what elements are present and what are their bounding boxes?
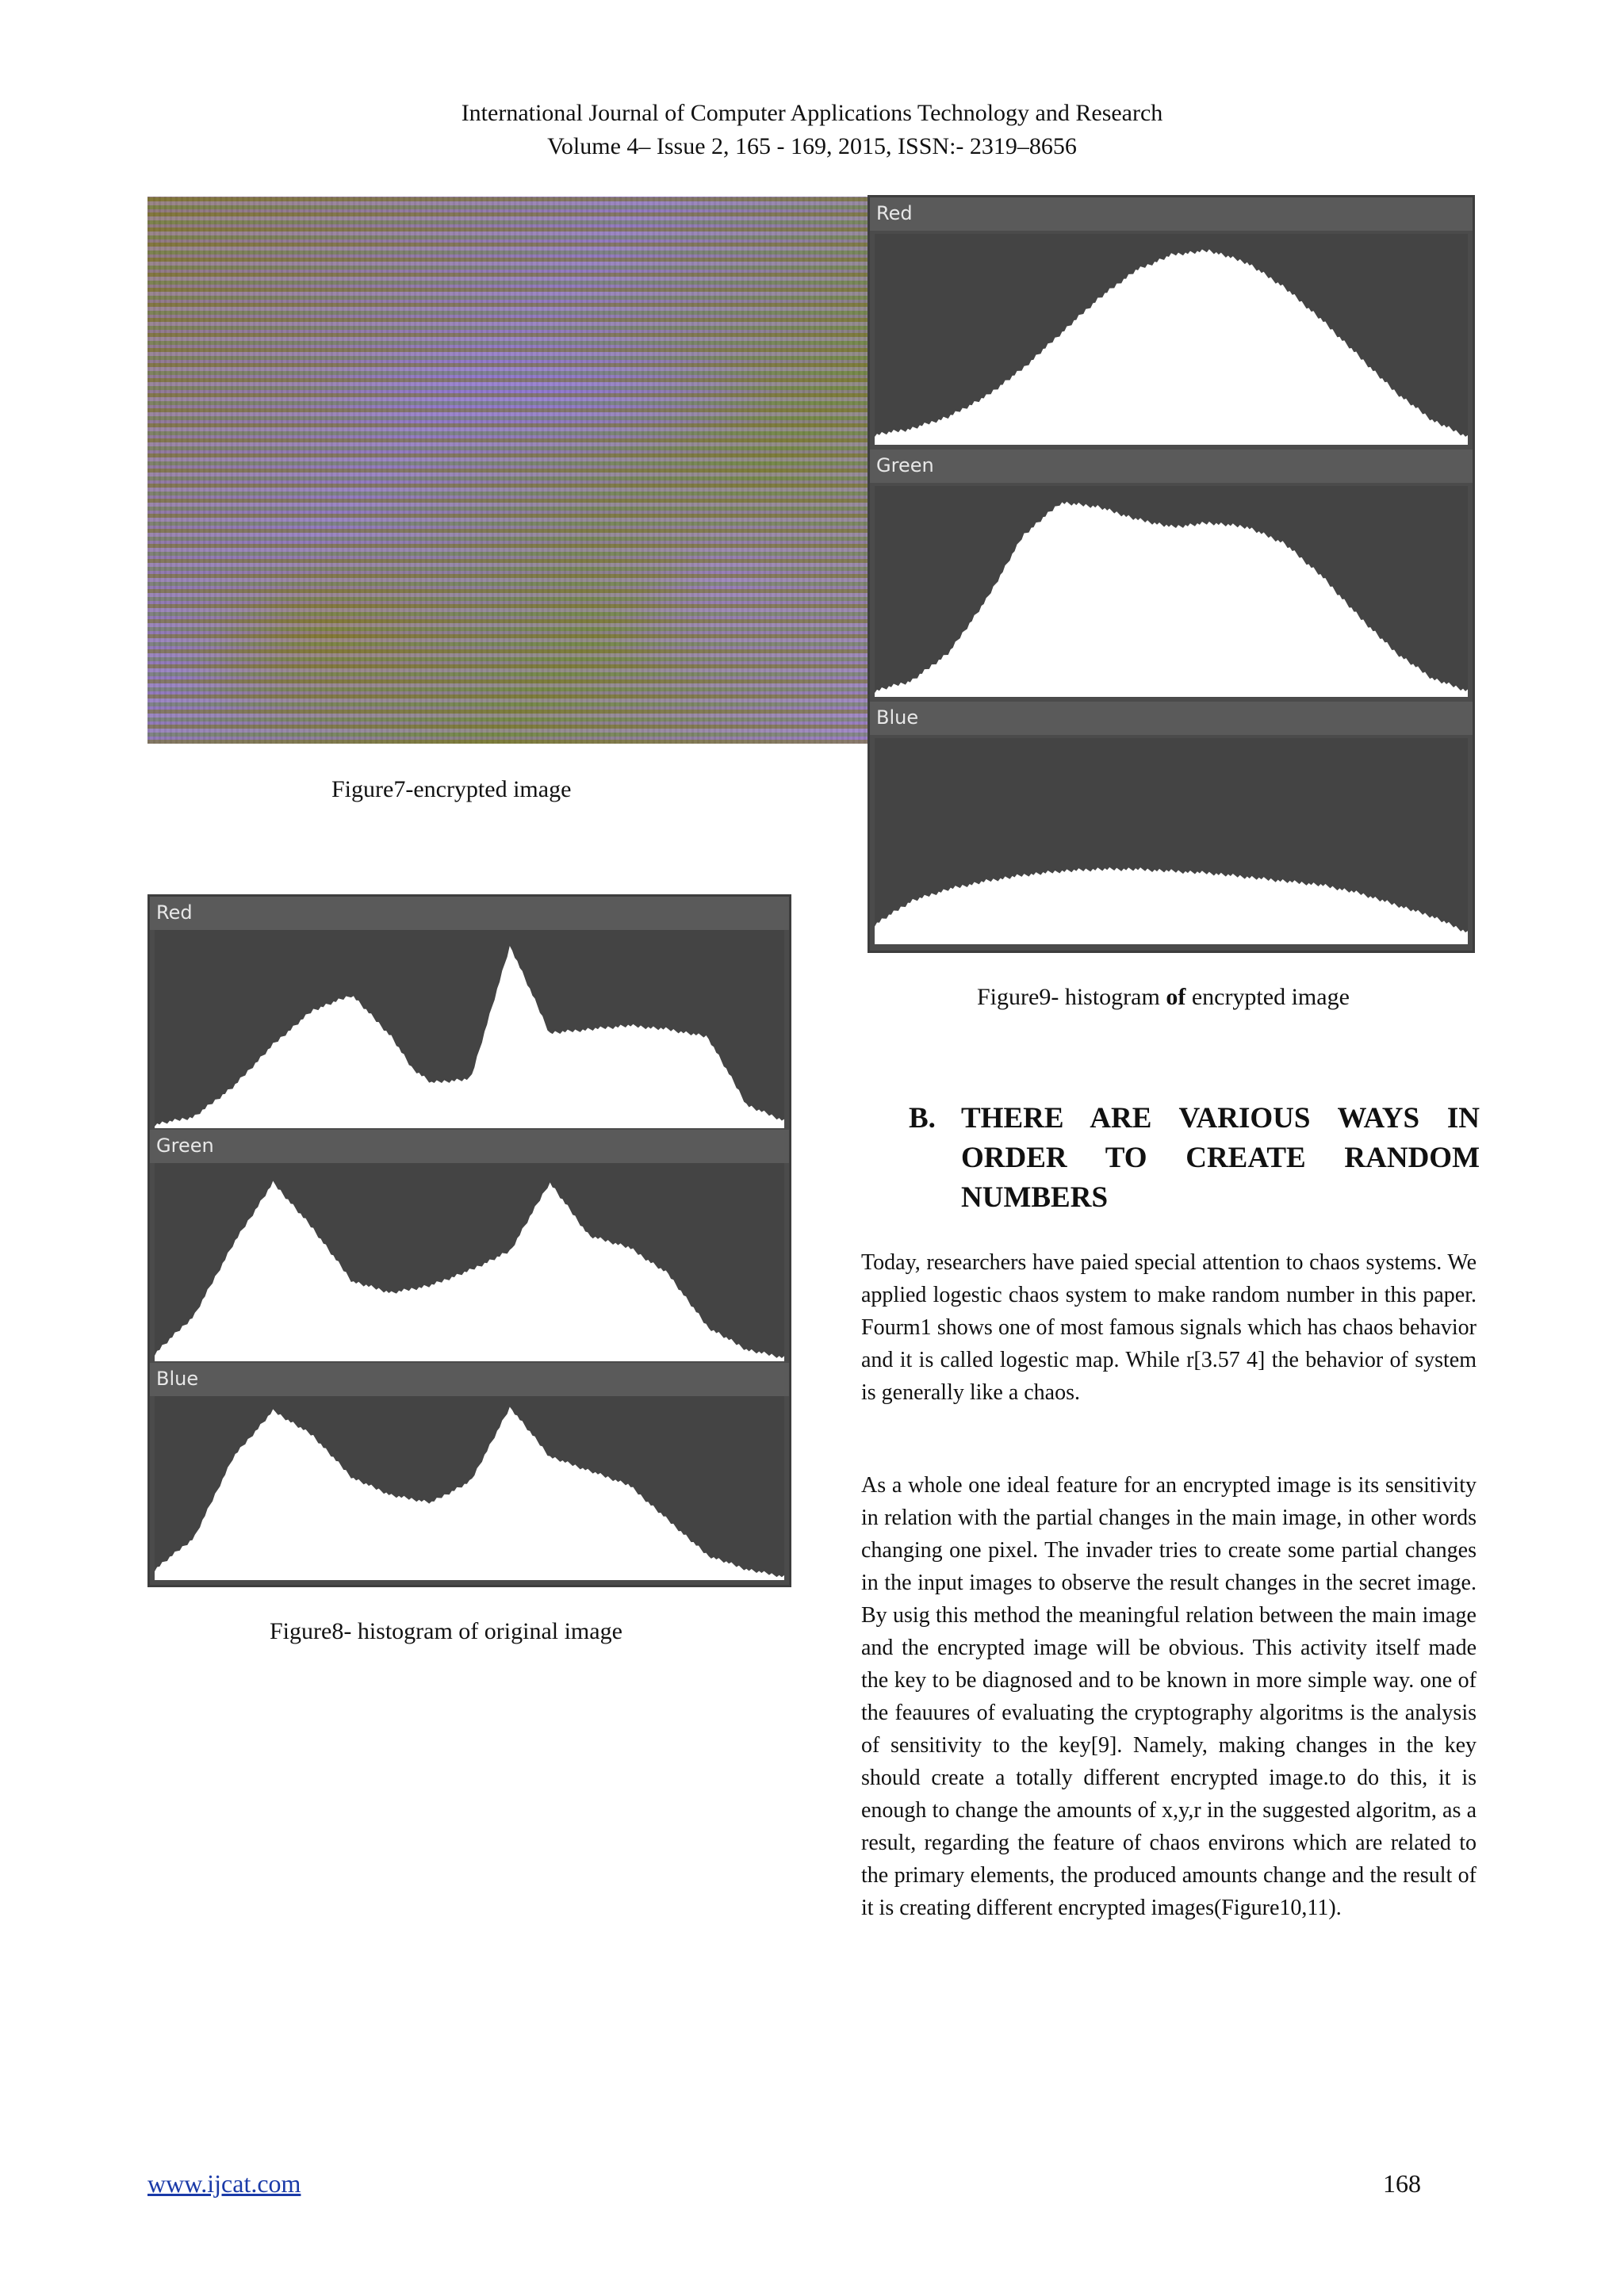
original-red-histogram bbox=[155, 930, 784, 1128]
section-title: THERE ARE VARIOUS WAYS IN ORDER TO CREATE RANDOM NUMBERS bbox=[961, 1102, 1480, 1214]
histogram-green-area bbox=[155, 1181, 784, 1361]
original-blue-histogram bbox=[155, 1396, 784, 1580]
histogram-green-area bbox=[875, 502, 1468, 697]
figure8-caption: Figure8- histogram of original image bbox=[270, 1618, 622, 1644]
encrypted-blue-svg bbox=[875, 738, 1468, 944]
paragraph-1: Today, researchers have paied special attention to chaos systems. We applied logestic chaos system to make random number in this paper. Fourm1 shows one of most famous signals which has chaos behavior and it is called logestic map. While r[3.57 4] the behavior of system is generally like a chaos. bbox=[861, 1250, 1477, 1405]
journal-title: International Journal of Computer Applications Technology and Research bbox=[461, 100, 1163, 126]
journal-website-link[interactable]: www.ijcat.com bbox=[147, 2169, 301, 2198]
channel-label-green: Green bbox=[870, 450, 1473, 483]
journal-volume: Volume 4– Issue 2, 165 - 169, 2015, ISSN:- 2319–8656 bbox=[547, 133, 1077, 159]
encrypted-image bbox=[147, 197, 869, 744]
encrypted-red-svg bbox=[875, 234, 1468, 445]
original-green-svg bbox=[155, 1163, 784, 1361]
histogram-blue-area bbox=[155, 1406, 784, 1580]
original-green-histogram bbox=[155, 1163, 784, 1361]
channel-label-blue: Blue bbox=[870, 702, 1473, 735]
figure9-caption bbox=[977, 982, 1350, 1013]
original-blue-svg bbox=[155, 1396, 784, 1580]
original-histogram-panel bbox=[147, 894, 791, 1587]
figure9-caption-bold: of bbox=[1166, 984, 1186, 1010]
histogram-red-area bbox=[875, 249, 1468, 445]
page-number: 168 bbox=[1383, 2169, 1421, 2198]
figure7-caption: Figure7-encrypted image bbox=[331, 776, 572, 802]
section-letter: B. bbox=[909, 1102, 936, 1135]
histogram-blue-area bbox=[875, 867, 1468, 944]
paragraph-2: As a whole one ideal feature for an encrypted image is its sensitivity in relation with the partial changes in the main image, in other words changing one pixel. The invader tries to create some partial changes in the input images to observe the result changes in the secret image. By usig this method the meaningful relation between the main image and the encrypted image will be obvious. This activity itself made the key to be diagnosed and to be known in more simple way. one of the feauures of evaluating the cryptography algoritms is the analysis of sensitivity to the key[9]. Namely, making changes in the key should create a totally different encrypted image.to do this, it is enough to change the amounts of x,y,r in the suggested algoritm, as a result, regarding the feature of chaos environs which are related to the primary elements, the produced amounts change and the result of it is creating different encrypted images(Figure10,11). bbox=[861, 1473, 1477, 1920]
encrypted-histogram-panel bbox=[868, 195, 1475, 953]
channel-label-green-original: Green bbox=[150, 1130, 789, 1163]
encrypted-green-svg bbox=[875, 486, 1468, 697]
figure9-caption-a: Figure9- histogram bbox=[977, 984, 1166, 1010]
original-red-svg bbox=[155, 930, 784, 1128]
encrypted-blue-histogram bbox=[875, 738, 1468, 944]
journal-header bbox=[0, 97, 1624, 163]
figure9-caption-b: encrypted image bbox=[1185, 984, 1350, 1010]
encrypted-red-histogram bbox=[875, 234, 1468, 445]
channel-label-red-original: Red bbox=[150, 897, 789, 930]
encrypted-green-histogram bbox=[875, 486, 1468, 697]
channel-label-red: Red bbox=[870, 197, 1473, 231]
channel-label-blue-original: Blue bbox=[150, 1363, 789, 1396]
histogram-red-area bbox=[155, 946, 784, 1128]
